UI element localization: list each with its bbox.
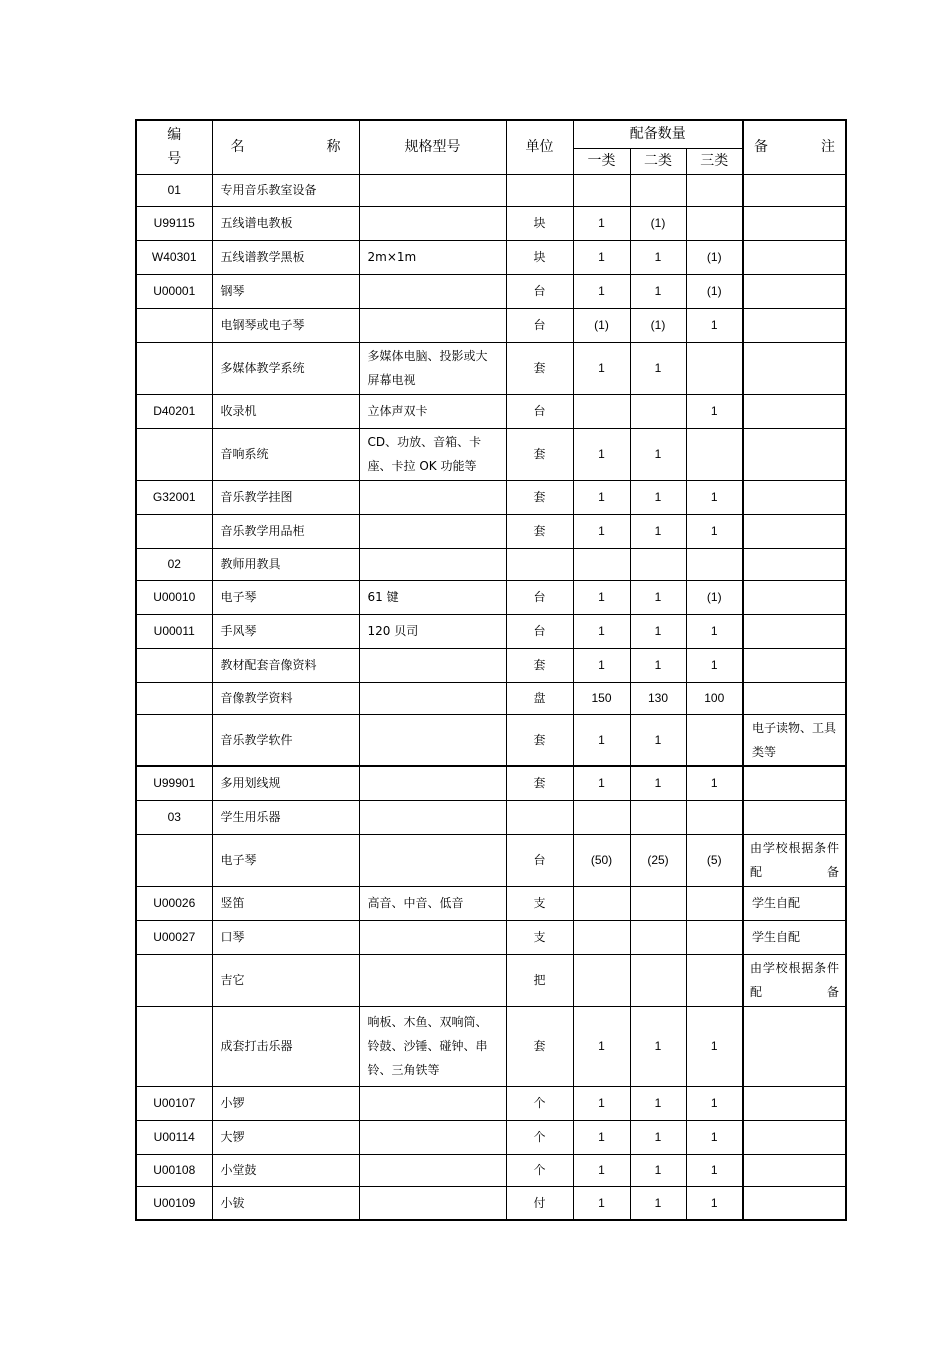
cell-name: 竖笛 — [212, 886, 359, 920]
cell-cat3: 1 — [686, 766, 743, 800]
cell-name: 小钹 — [212, 1186, 359, 1220]
cell-name: 音乐教学用品柜 — [212, 514, 359, 548]
cell-note: 学生自配 — [743, 886, 846, 920]
cell-cat1: (50) — [573, 834, 630, 886]
cell-code: U00011 — [136, 614, 212, 648]
cell-cat3 — [686, 800, 743, 834]
cell-cat1 — [573, 920, 630, 954]
cell-name: 大锣 — [212, 1120, 359, 1154]
cell-spec — [359, 1086, 506, 1120]
table-row — [136, 548, 846, 580]
cell-cat2: 1 — [630, 648, 686, 682]
cell-note: 学生自配 — [743, 920, 846, 954]
cell-name: 教师用教具 — [212, 548, 359, 580]
cell-code: G32001 — [136, 480, 212, 514]
table-row — [136, 1120, 846, 1154]
cell-name: 五线谱电教板 — [212, 206, 359, 240]
table-row — [136, 834, 846, 886]
cell-unit: 套 — [506, 766, 573, 800]
cell-cat1: 1 — [573, 766, 630, 800]
cell-name: 多媒体教学系统 — [212, 342, 359, 394]
cell-cat2: 1 — [630, 274, 686, 308]
cell-spec: 高音、中音、低音 — [359, 886, 506, 920]
cell-name: 多用划线规 — [212, 766, 359, 800]
cell-spec — [359, 1186, 506, 1220]
table-row — [136, 428, 846, 480]
cell-name: 成套打击乐器 — [212, 1006, 359, 1086]
cell-note — [743, 1086, 846, 1120]
table-row — [136, 886, 846, 920]
cell-spec: 立体声双卡 — [359, 394, 506, 428]
cell-cat3 — [686, 886, 743, 920]
cell-name: 学生用乐器 — [212, 800, 359, 834]
cell-code — [136, 1006, 212, 1086]
cell-spec — [359, 1120, 506, 1154]
cell-note: 由学校根据条件配备 — [743, 834, 846, 886]
cell-cat1: 1 — [573, 1120, 630, 1154]
table-row — [136, 308, 846, 342]
cell-unit: 支 — [506, 920, 573, 954]
cell-note — [743, 206, 846, 240]
cell-code: U00027 — [136, 920, 212, 954]
cell-cat2 — [630, 886, 686, 920]
cell-name: 专用音乐教室设备 — [212, 174, 359, 206]
cell-code: U00114 — [136, 1120, 212, 1154]
cell-unit: 个 — [506, 1120, 573, 1154]
cell-spec: 61 键 — [359, 580, 506, 614]
table-row — [136, 714, 846, 766]
header-cat3: 三类 — [686, 148, 743, 174]
cell-cat2: 1 — [630, 428, 686, 480]
cell-code — [136, 308, 212, 342]
cell-unit: 台 — [506, 834, 573, 886]
cell-code — [136, 954, 212, 1006]
cell-cat1: 1 — [573, 580, 630, 614]
cell-code: D40201 — [136, 394, 212, 428]
header-unit: 单位 — [506, 120, 573, 174]
cell-cat2: 1 — [630, 714, 686, 766]
cell-cat1: 1 — [573, 428, 630, 480]
table-row — [136, 1154, 846, 1186]
cell-code: U00108 — [136, 1154, 212, 1186]
cell-cat3 — [686, 920, 743, 954]
cell-name: 五线谱教学黑板 — [212, 240, 359, 274]
equipment-table — [135, 119, 847, 1221]
cell-name: 音乐教学挂图 — [212, 480, 359, 514]
cell-cat2: 1 — [630, 1186, 686, 1220]
cell-cat2: 130 — [630, 682, 686, 714]
cell-cat3: 1 — [686, 1006, 743, 1086]
cell-note — [743, 274, 846, 308]
table-row — [136, 766, 846, 800]
cell-code: U00026 — [136, 886, 212, 920]
cell-cat1: 1 — [573, 648, 630, 682]
cell-name: 音响系统 — [212, 428, 359, 480]
table-row — [136, 1086, 846, 1120]
cell-cat3 — [686, 548, 743, 580]
cell-code: 03 — [136, 800, 212, 834]
cell-note — [743, 548, 846, 580]
cell-unit: 支 — [506, 886, 573, 920]
cell-spec — [359, 1154, 506, 1186]
cell-cat2: 1 — [630, 1086, 686, 1120]
cell-unit: 套 — [506, 714, 573, 766]
cell-cat2: 1 — [630, 1154, 686, 1186]
cell-code — [136, 834, 212, 886]
cell-unit: 台 — [506, 614, 573, 648]
cell-unit: 块 — [506, 240, 573, 274]
cell-note — [743, 308, 846, 342]
cell-note — [743, 800, 846, 834]
cell-cat3: 1 — [686, 614, 743, 648]
cell-spec: 2m×1m — [359, 240, 506, 274]
cell-cat1 — [573, 548, 630, 580]
cell-spec — [359, 766, 506, 800]
table-row — [136, 580, 846, 614]
table-body — [136, 174, 846, 1220]
cell-spec: 多媒体电脑、投影或大屏幕电视 — [359, 342, 506, 394]
cell-cat1: 1 — [573, 714, 630, 766]
header-code-top: 编 — [167, 127, 182, 144]
cell-cat1 — [573, 886, 630, 920]
cell-unit: 个 — [506, 1154, 573, 1186]
header-name-b: 称 — [326, 139, 341, 156]
cell-spec — [359, 480, 506, 514]
cell-cat2: 1 — [630, 480, 686, 514]
cell-cat2: (1) — [630, 308, 686, 342]
cell-cat2: 1 — [630, 240, 686, 274]
cell-cat3: 1 — [686, 308, 743, 342]
header-name — [212, 120, 359, 174]
cell-note — [743, 1186, 846, 1220]
cell-note — [743, 480, 846, 514]
cell-cat3: 1 — [686, 1154, 743, 1186]
cell-cat3: (5) — [686, 834, 743, 886]
header-qty: 配备数量 — [573, 120, 743, 148]
cell-cat2 — [630, 920, 686, 954]
cell-spec: 120 贝司 — [359, 614, 506, 648]
cell-spec — [359, 308, 506, 342]
cell-cat1 — [573, 800, 630, 834]
cell-name: 电子琴 — [212, 580, 359, 614]
cell-note — [743, 766, 846, 800]
cell-cat1: 1 — [573, 274, 630, 308]
cell-cat2: (25) — [630, 834, 686, 886]
cell-cat1: 150 — [573, 682, 630, 714]
cell-name: 电子琴 — [212, 834, 359, 886]
cell-cat1: 1 — [573, 1006, 630, 1086]
cell-unit: 套 — [506, 480, 573, 514]
cell-cat2 — [630, 800, 686, 834]
cell-unit: 套 — [506, 1006, 573, 1086]
table-row — [136, 1006, 846, 1086]
table-row — [136, 480, 846, 514]
cell-spec — [359, 648, 506, 682]
header-code-bottom: 号 — [167, 151, 182, 168]
cell-note — [743, 648, 846, 682]
cell-cat3 — [686, 714, 743, 766]
cell-spec — [359, 206, 506, 240]
cell-code: U00107 — [136, 1086, 212, 1120]
cell-cat3: (1) — [686, 274, 743, 308]
cell-unit — [506, 174, 573, 206]
table-row — [136, 240, 846, 274]
cell-cat3: 1 — [686, 648, 743, 682]
cell-code — [136, 682, 212, 714]
cell-name: 小锣 — [212, 1086, 359, 1120]
cell-cat1 — [573, 174, 630, 206]
cell-code — [136, 342, 212, 394]
cell-unit: 台 — [506, 274, 573, 308]
table-row — [136, 800, 846, 834]
table-row — [136, 954, 846, 1006]
cell-cat2 — [630, 174, 686, 206]
cell-unit: 台 — [506, 580, 573, 614]
cell-code — [136, 714, 212, 766]
cell-code: 02 — [136, 548, 212, 580]
cell-unit: 套 — [506, 648, 573, 682]
cell-cat2: 1 — [630, 1006, 686, 1086]
cell-name: 吉它 — [212, 954, 359, 1006]
cell-cat2: 1 — [630, 766, 686, 800]
cell-cat1: 1 — [573, 1086, 630, 1120]
cell-cat3: (1) — [686, 240, 743, 274]
cell-note — [743, 682, 846, 714]
cell-name: 手风琴 — [212, 614, 359, 648]
table-row — [136, 342, 846, 394]
header-note-a: 备 — [754, 139, 768, 156]
table-row — [136, 394, 846, 428]
cell-code — [136, 428, 212, 480]
cell-cat2: 1 — [630, 514, 686, 548]
cell-cat1: (1) — [573, 308, 630, 342]
cell-cat3: 1 — [686, 1186, 743, 1220]
cell-cat3: (1) — [686, 580, 743, 614]
cell-unit: 套 — [506, 342, 573, 394]
cell-name: 钢琴 — [212, 274, 359, 308]
table-row — [136, 920, 846, 954]
cell-cat3: 1 — [686, 1120, 743, 1154]
cell-code: U00109 — [136, 1186, 212, 1220]
cell-name: 电钢琴或电子琴 — [212, 308, 359, 342]
cell-code: U00010 — [136, 580, 212, 614]
cell-code — [136, 648, 212, 682]
cell-code: U00001 — [136, 274, 212, 308]
cell-code — [136, 514, 212, 548]
cell-cat1: 1 — [573, 480, 630, 514]
cell-note: 由学校根据条件配备 — [743, 954, 846, 1006]
cell-cat1: 1 — [573, 614, 630, 648]
cell-unit: 盘 — [506, 682, 573, 714]
cell-note — [743, 580, 846, 614]
cell-cat2: 1 — [630, 580, 686, 614]
cell-cat1: 1 — [573, 1154, 630, 1186]
cell-code: U99115 — [136, 206, 212, 240]
cell-unit — [506, 548, 573, 580]
cell-cat3: 1 — [686, 394, 743, 428]
cell-cat1 — [573, 954, 630, 1006]
cell-cat1 — [573, 394, 630, 428]
cell-note — [743, 174, 846, 206]
cell-cat2: 1 — [630, 614, 686, 648]
cell-cat2 — [630, 394, 686, 428]
cell-unit: 块 — [506, 206, 573, 240]
header-note-b: 注 — [821, 139, 835, 156]
cell-cat1: 1 — [573, 514, 630, 548]
cell-spec: CD、功放、音箱、卡座、卡拉 OK 功能等 — [359, 428, 506, 480]
cell-spec — [359, 174, 506, 206]
cell-cat3: 1 — [686, 480, 743, 514]
cell-cat1: 1 — [573, 1186, 630, 1220]
cell-unit: 台 — [506, 394, 573, 428]
cell-note — [743, 514, 846, 548]
table-row — [136, 206, 846, 240]
cell-cat3 — [686, 206, 743, 240]
cell-spec — [359, 514, 506, 548]
cell-spec — [359, 834, 506, 886]
header-cat2: 二类 — [630, 148, 686, 174]
cell-note — [743, 1120, 846, 1154]
cell-cat3 — [686, 174, 743, 206]
cell-note — [743, 428, 846, 480]
cell-note — [743, 1006, 846, 1086]
cell-cat3: 100 — [686, 682, 743, 714]
cell-cat2 — [630, 954, 686, 1006]
cell-cat3 — [686, 954, 743, 1006]
cell-spec — [359, 548, 506, 580]
cell-note — [743, 614, 846, 648]
cell-note: 电子读物、工具类等 — [743, 714, 846, 766]
cell-unit: 把 — [506, 954, 573, 1006]
cell-spec — [359, 800, 506, 834]
cell-unit: 台 — [506, 308, 573, 342]
cell-unit: 套 — [506, 514, 573, 548]
cell-cat2 — [630, 548, 686, 580]
cell-unit: 付 — [506, 1186, 573, 1220]
header-note — [743, 120, 846, 174]
cell-spec — [359, 954, 506, 1006]
cell-note — [743, 394, 846, 428]
cell-unit: 个 — [506, 1086, 573, 1120]
cell-name: 音像教学资料 — [212, 682, 359, 714]
table-row — [136, 1186, 846, 1220]
cell-name: 小堂鼓 — [212, 1154, 359, 1186]
cell-unit — [506, 800, 573, 834]
cell-spec — [359, 714, 506, 766]
cell-spec — [359, 274, 506, 308]
table-row — [136, 514, 846, 548]
cell-cat1: 1 — [573, 240, 630, 274]
cell-cat1: 1 — [573, 206, 630, 240]
header-row-top — [136, 120, 846, 148]
cell-unit: 套 — [506, 428, 573, 480]
cell-code: W40301 — [136, 240, 212, 274]
header-spec: 规格型号 — [359, 120, 506, 174]
cell-cat3 — [686, 428, 743, 480]
cell-cat2: 1 — [630, 342, 686, 394]
table-row — [136, 174, 846, 206]
cell-name: 口琴 — [212, 920, 359, 954]
cell-code: 01 — [136, 174, 212, 206]
cell-cat2: (1) — [630, 206, 686, 240]
cell-spec — [359, 920, 506, 954]
cell-note — [743, 1154, 846, 1186]
cell-cat3 — [686, 342, 743, 394]
cell-cat3: 1 — [686, 1086, 743, 1120]
cell-spec: 响板、木鱼、双响筒、铃鼓、沙锤、碰钟、串铃、三角铁等 — [359, 1006, 506, 1086]
cell-note — [743, 240, 846, 274]
table-row — [136, 682, 846, 714]
table-row — [136, 648, 846, 682]
header-name-a: 名 — [230, 139, 245, 156]
header-cat1: 一类 — [573, 148, 630, 174]
cell-code: U99901 — [136, 766, 212, 800]
cell-name: 音乐教学软件 — [212, 714, 359, 766]
table-row — [136, 614, 846, 648]
cell-cat1: 1 — [573, 342, 630, 394]
cell-cat2: 1 — [630, 1120, 686, 1154]
cell-name: 收录机 — [212, 394, 359, 428]
cell-note — [743, 342, 846, 394]
cell-cat3: 1 — [686, 514, 743, 548]
cell-spec — [359, 682, 506, 714]
cell-name: 教材配套音像资料 — [212, 648, 359, 682]
table-row — [136, 274, 846, 308]
header-code — [136, 120, 212, 174]
